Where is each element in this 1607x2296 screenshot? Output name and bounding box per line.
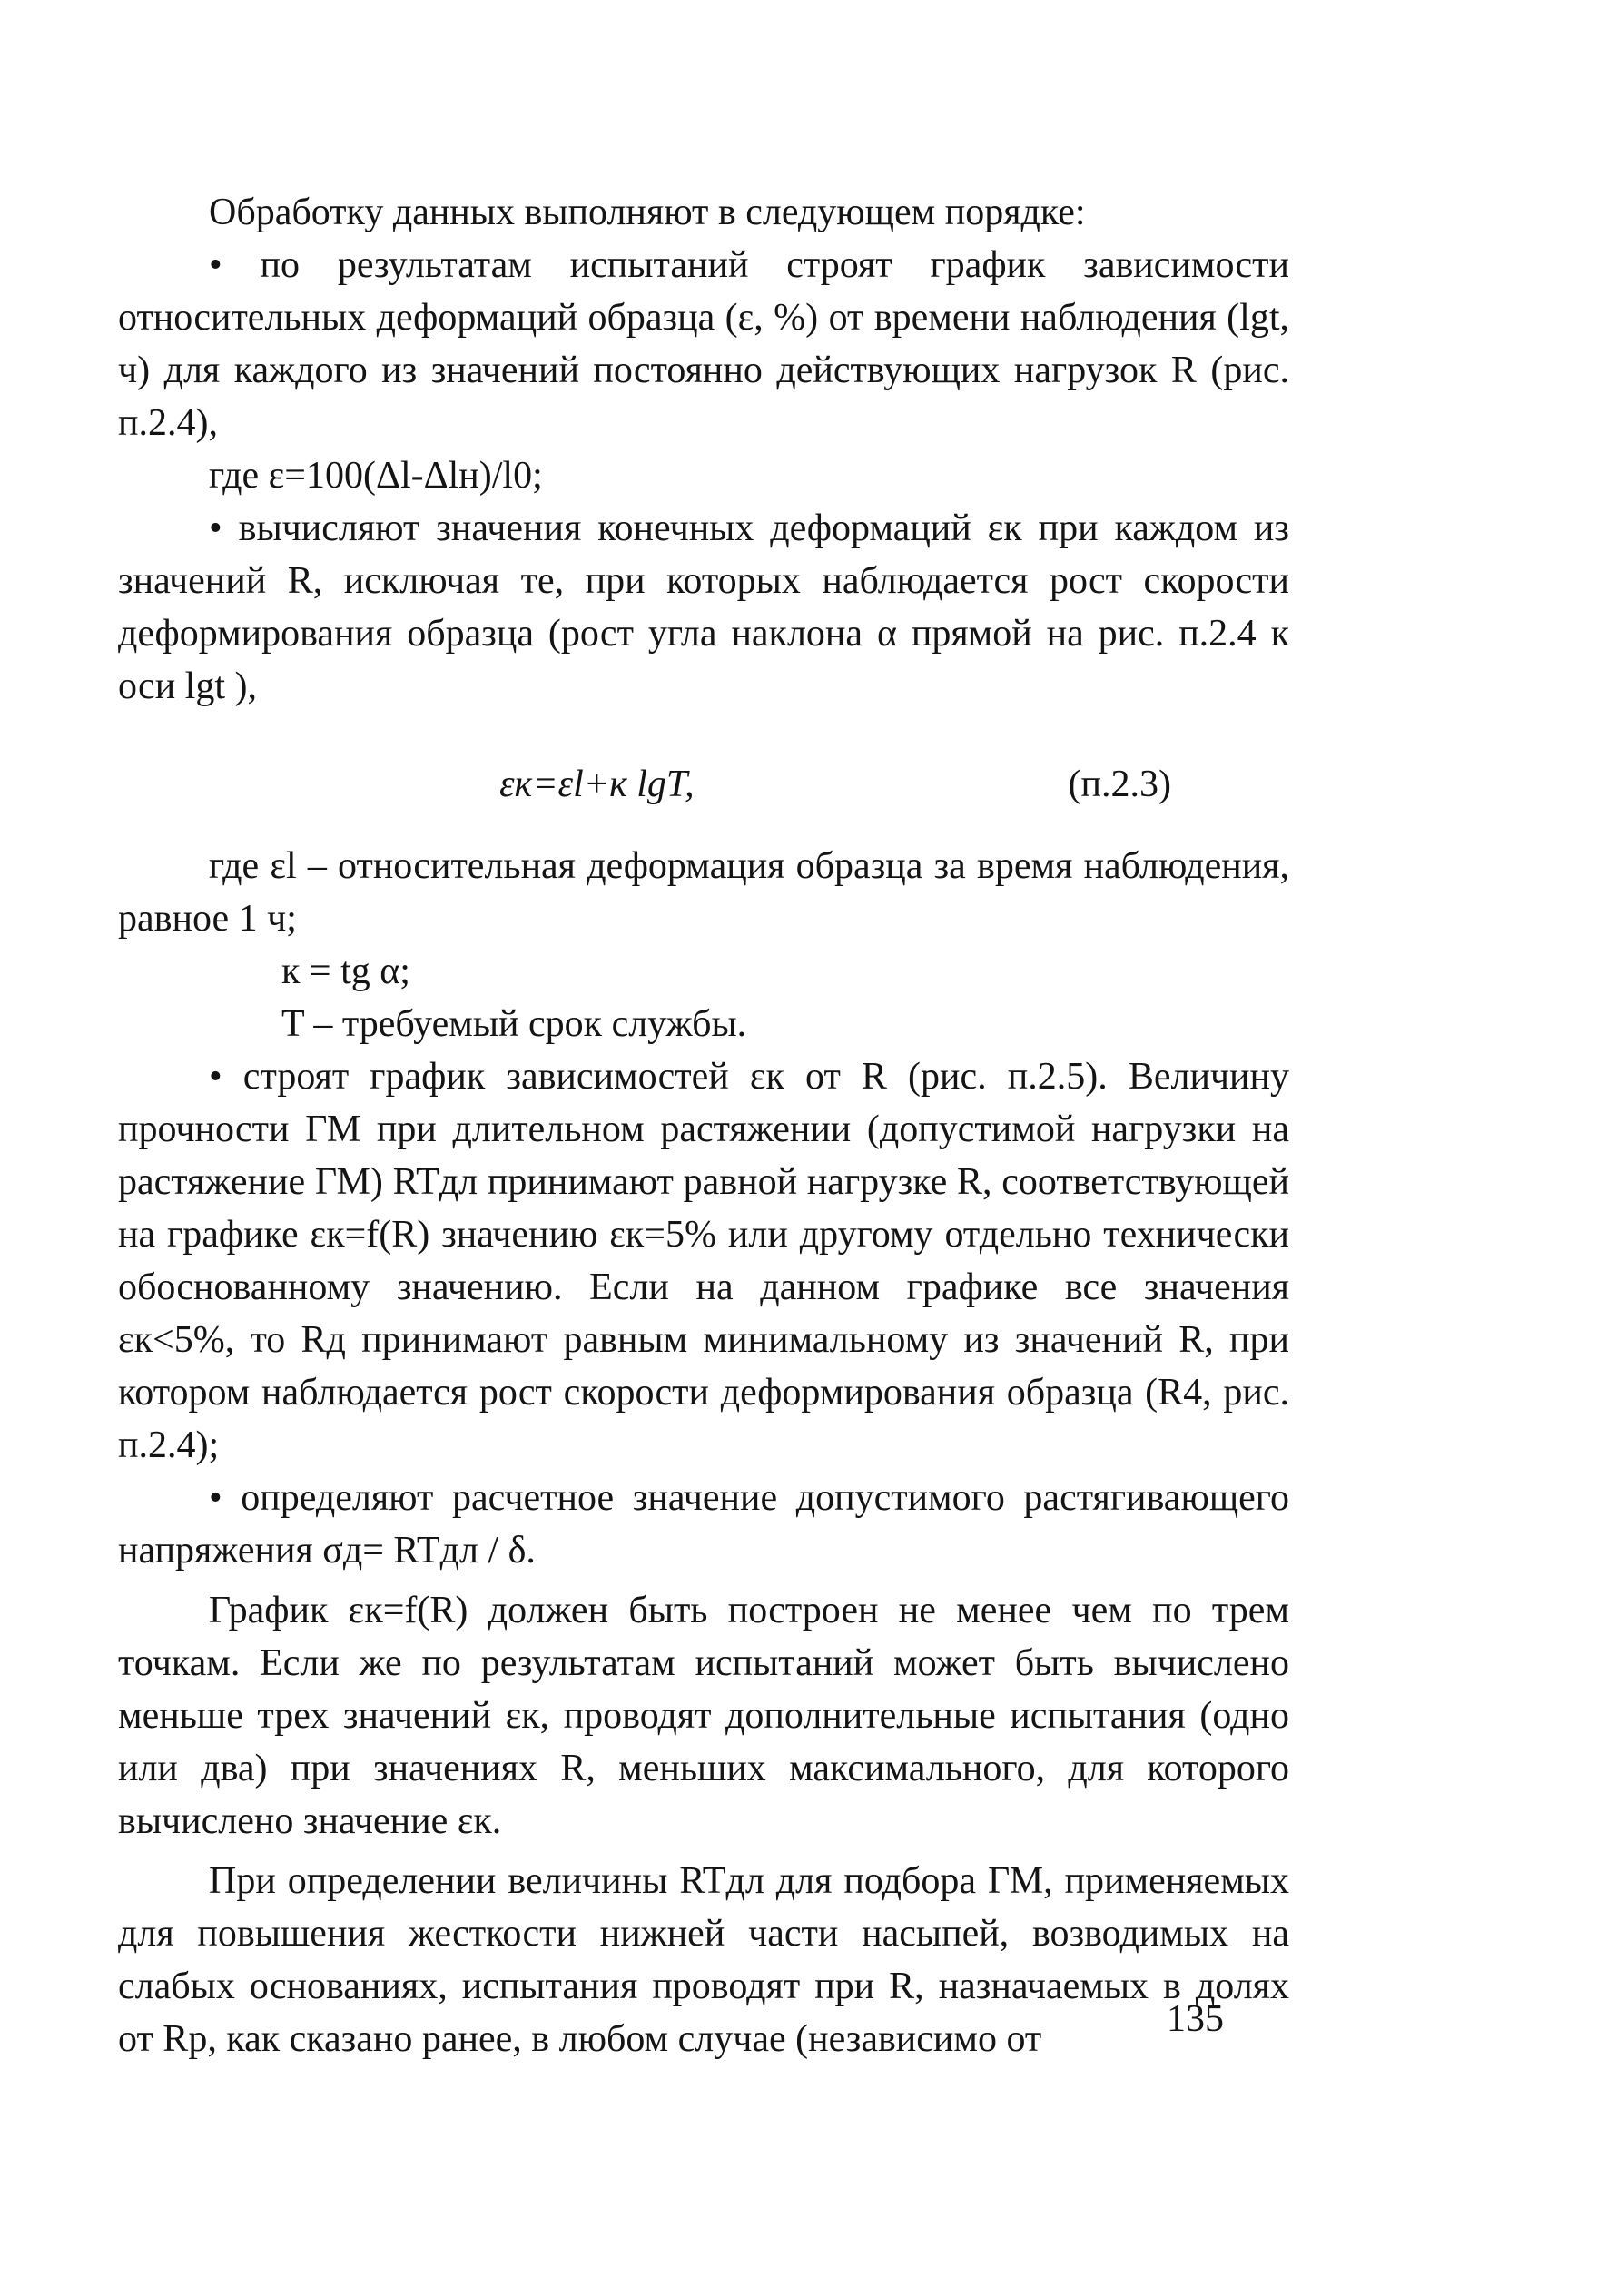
bullet-item-3: • строят график зависимостей εк от R (рис. п.2.5). Величину прочности ГМ при длительном растяжении (допустимой нагрузки на растяжение ГМ) RTдл принимают равной нагрузке R, соответствующей на графике εк=f(R) значению εк=5% или другому отдельно технически обоснованному значению. Если на данном графике все значения εк<5%, то Rд принимают равным минимальному из значений R, при котором наблюдается рост скорости деформирования образца (R4, рис. п.2.4); bbox=[118, 1056, 1289, 1466]
bullet-item-1: • по результатам испытаний строят график зависимости относительных деформаций образца (ε, %) от времени наблюдения (lgt, ч) для каждого из значений постоянно действующих нагрузок R (рис. п.2.4), bbox=[118, 244, 1289, 444]
formula-expression: εк=εl+к lgT, bbox=[499, 764, 695, 805]
where-definition-2: к = tg α; bbox=[281, 951, 410, 992]
formula-p2-3 bbox=[118, 713, 1289, 840]
bullet-item-4: • определяют расчетное значение допустимого растягивающего напряжения σд= RTдл / δ. bbox=[118, 1477, 1289, 1572]
document-page bbox=[118, 186, 1289, 2065]
where-definition-1: где εl – относительная деформация образца за время наблюдения, равное 1 ч; bbox=[118, 845, 1289, 940]
page-number: 135 bbox=[1167, 1998, 1224, 2040]
where-definition-3: T – требуемый срок службы. bbox=[281, 1003, 747, 1045]
body-paragraph-1: График εк=f(R) должен быть построен не менее чем по трем точкам. Если же по результатам испытаний может быть вычислено меньше трех значений εк, проводят дополнительные испытания (одно или два) при значениях R, меньших максимального, для которого вычислено значение εк. bbox=[118, 1590, 1289, 1842]
intro-paragraph: Обработку данных выполняют в следующем порядке: bbox=[209, 192, 1086, 233]
body-paragraph-2: При определении величины RTдл для подбора ГМ, применяемых для повышения жесткости нижней части насыпей, возводимых на слабых основаниях, испытания проводят при R, назначаемых в долях от Rр, как сказано ранее, в любом случае (независимо от bbox=[118, 1860, 1289, 2060]
bullet-item-2: • вычисляют значения конечных деформаций εк при каждом из значений R, исключая те, при которых наблюдается рост скорости деформирования образца (рост угла наклона α прямой на рис. п.2.4 к оси lgt ), bbox=[118, 507, 1289, 707]
deformation-formula: где ε=100(Δl-Δlн)/l0; bbox=[209, 455, 543, 497]
formula-number: (п.2.3) bbox=[1068, 764, 1171, 805]
